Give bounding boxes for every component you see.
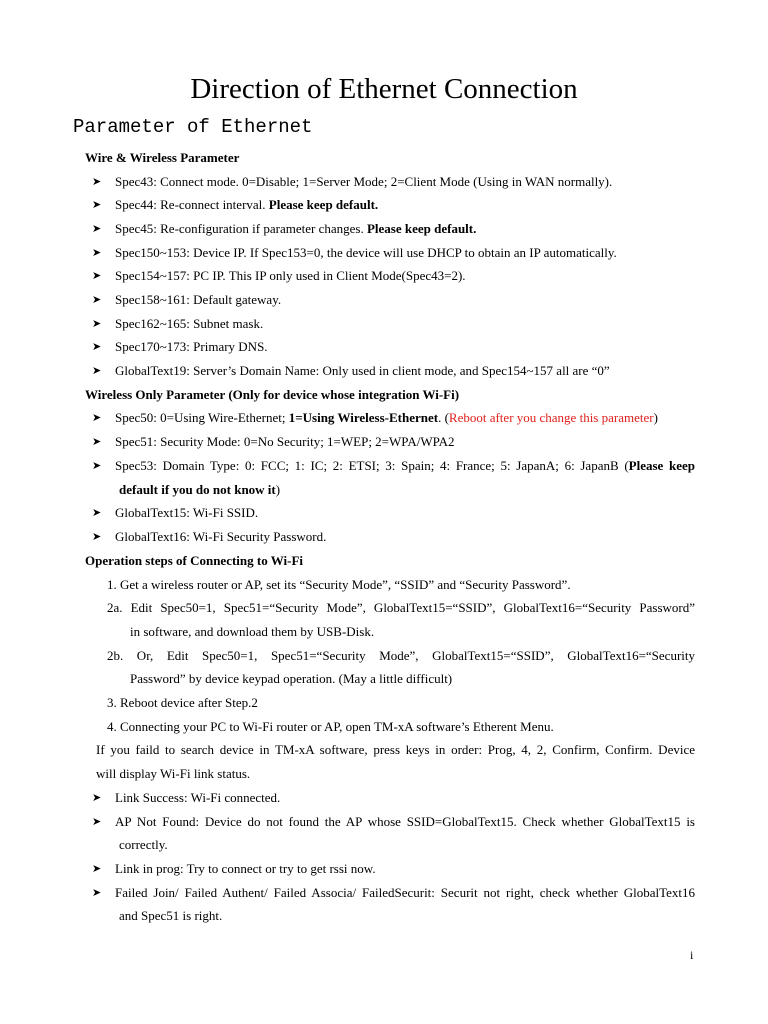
list-item-continuation: and Spec51 is right. [119,908,223,923]
bullet-arrow-icon: ➤ [92,269,102,282]
bullet-arrow-icon: ➤ [92,222,102,235]
bullet-arrow-icon: ➤ [92,886,102,899]
note-paragraph: If you faild to search device in TM-xA software, press keys in order: Prog, 4, 2, Confirm, Confirm. Device [96,742,695,757]
step-4: 4. Connecting your PC to Wi-Fi router or AP, open TM-xA software’s Etherent Menu. [107,719,554,734]
bullet-arrow-icon: ➤ [92,246,102,259]
document-title: Direction of Ethernet Connection [190,73,578,105]
bullet-arrow-icon: ➤ [92,506,102,519]
step-2a-continuation: in software, and download them by USB-Disk. [130,624,375,639]
list-item-continuation: correctly. [119,837,168,852]
bullet-arrow-icon: ➤ [92,791,102,804]
note-paragraph-continuation: will display Wi-Fi link status. [96,766,251,781]
step-1: 1. Get a wireless router or AP, set its “Security Mode”, “SSID” and “Security Password”. [107,577,571,592]
bullet-arrow-icon: ➤ [92,293,102,306]
bullet-arrow-icon: ➤ [92,862,102,875]
bullet-arrow-icon: ➤ [92,815,102,828]
bullet-arrow-icon: ➤ [92,435,102,448]
page-number: i [690,948,694,962]
step-3: 3. Reboot device after Step.2 [107,695,258,710]
bullet-arrow-icon: ➤ [92,364,102,377]
bullet-arrow-icon: ➤ [92,175,102,188]
step-2a: 2a. Edit Spec50=1, Spec51=“Security Mode”, GlobalText15=“SSID”, GlobalText16=“Security Password” [107,600,695,615]
heading-operation-steps: Operation steps of Connecting to Wi-Fi [85,553,303,568]
bullet-arrow-icon: ➤ [92,530,102,543]
bullet-arrow-icon: ➤ [92,317,102,330]
heading-wire-wireless: Wire & Wireless Parameter [85,150,240,165]
step-2b-continuation: Password” by device keypad operation. (May a little difficult) [130,671,453,686]
document-page: Direction of Ethernet Connection Parameter of Ethernet Wire & Wireless Parameter ➤ Spec43: Connect mode. 0=Disable; 1=Server Mode; 2=Client Mode (Using in WAN normally). ➤ Spec44: Re-connect interval. Please keep default. ➤ Spec45: Re-configuration if parameter changes. Please keep default. ➤ Spec150~153: Device IP. If Spec153=0, the device will use DHCP to obtain an IP automatically. ➤ Spec154~157: PC IP. This IP only used in Client Mode(Spec43=2). ➤ Spec158~161: Default gateway. ➤ Spec162~165: Subnet mask. ➤ Spec170~173: Primary DNS. ➤ GlobalText19: Server’s Domain Name: Only used in client mode, and Spec154~157 all are “0” Wireless Only Parameter (Only for device whose integration Wi-Fi) ➤ Spec50: 0=Using Wire-Ethernet; 1=Using Wireless-Ethernet. (Reboot after you change this parameter) ➤ Spec51: Security Mode: 0=No Security; 1=WEP; 2=WPA/WPA2 ➤ Spec53: Domain Type: 0: FCC; 1: IC; 2: ETSI; 3: Spain; 4: France; 5: JapanA; 6: JapanB (Please keep default if you do not know it) ➤ GlobalText15: Wi-Fi SSID. ➤ GlobalText16: Wi-Fi Security Password. Operation steps of Connecting to Wi-Fi 1. Get a wireless router or AP, set its “Security Mode”, “SSID” and “Security Password”. 2a. Edit Spec50=1, Spec51=“Security Mode”, GlobalText15=“SSID”, GlobalText16=“Security Password” in software, and download them by USB-Disk. 2b. Or, Edit Spec50=1, Spec51=“Security Mode”, GlobalText15=“SSID”, GlobalText16=“Security Password” by device keypad operation. (May a little difficult) 3. Reboot device after Step.2 4. Connecting your PC to Wi-Fi router or AP, open TM-xA software’s Etherent Menu. If you faild to search device in TM-xA software, press keys in order: Prog, 4, 2, Confirm, Confirm. Device will display Wi-Fi link status. ➤ Link Success: Wi-Fi connected. ➤ AP Not Found: Device do not found the AP whose SSID=GlobalText15. Check whether GlobalText15 is correctly. ➤ Link in prog: Try to connect or try to get rssi now. ➤ Failed Join/ Failed Authent/ Failed Associa/ FailedSecurit: Securit not right, check whether GlobalText16 and Spec51 is right. i [0,0,768,1024]
step-2b: 2b. Or, Edit Spec50=1, Spec51=“Security Mode”, GlobalText15=“SSID”, GlobalText16=“Security [107,648,695,663]
section-title: Parameter of Ethernet [73,116,313,138]
bullet-arrow-icon: ➤ [92,411,102,424]
heading-wireless-only: Wireless Only Parameter (Only for device whose integration Wi-Fi) [85,387,460,402]
bullet-arrow-icon: ➤ [92,198,102,211]
bullet-arrow-icon: ➤ [92,459,102,472]
warning-text: Reboot after you change this parameter [448,410,654,425]
bullet-arrow-icon: ➤ [92,340,102,353]
list-item-continuation: default if you do not know it) [119,482,281,497]
